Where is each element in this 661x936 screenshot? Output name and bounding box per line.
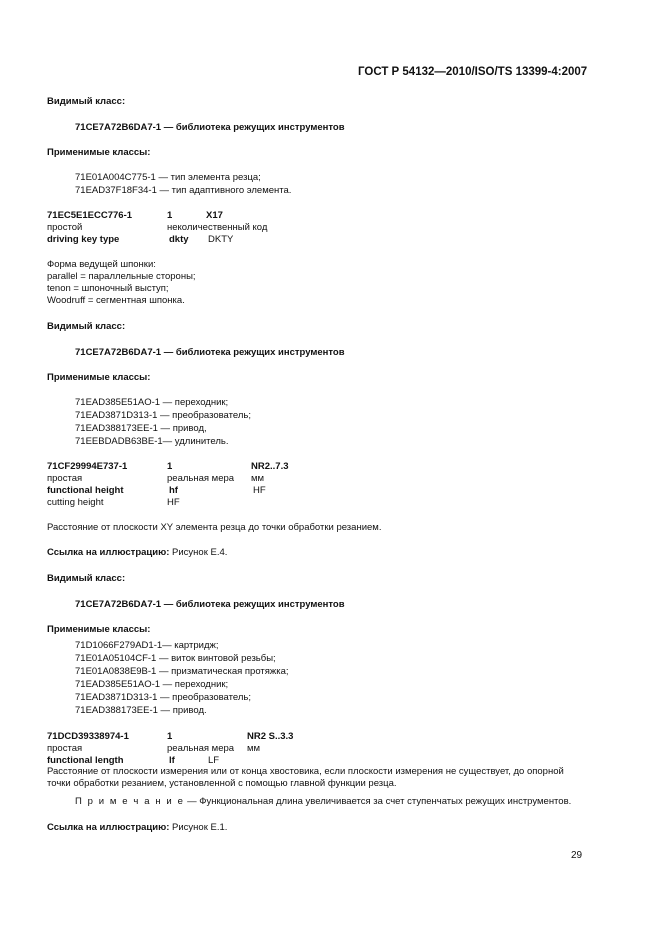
property-symbol: hf <box>169 485 178 496</box>
property-format: NR2..7.3 <box>251 461 289 472</box>
property-code: 71CF29994E737-1 <box>47 461 128 472</box>
description-line: parallel = параллельные стороны; <box>47 271 196 282</box>
applicable-class-item: 71EAD385E51AO-1 — переходник; <box>75 679 229 690</box>
property-number: 1 <box>167 461 173 472</box>
applicable-classes-label: Применимые классы: <box>47 147 151 158</box>
property-symbol: lf <box>169 755 175 766</box>
figure-reference <box>47 547 227 559</box>
description-line: Форма ведущей шпонки: <box>47 259 156 270</box>
figure-reference-value: Рисунок Е.1. <box>169 822 228 833</box>
property-symbol-upper: HF <box>253 485 266 496</box>
property-symbol-upper: LF <box>208 755 220 766</box>
property-symbol-upper: DKTY <box>208 234 234 245</box>
property-code: 71DCD39338974-1 <box>47 731 129 742</box>
property-unit: неколичественный код <box>167 222 268 233</box>
property-format: X17 <box>206 210 223 221</box>
applicable-class-item: 71EEBDADB63BE-1— удлинитель. <box>75 436 229 447</box>
applicable-class-item: 71E01A0838E9B-1 — призматическая протяжка; <box>75 666 289 677</box>
property-code: 71EC5E1ECC776-1 <box>47 210 133 221</box>
applicable-class-item: 71D1066F279AD1-1— картридж; <box>75 640 219 651</box>
property-number: 1 <box>167 731 173 742</box>
note-label: П р и м е ч а н и е <box>75 796 185 807</box>
applicable-classes-label: Применимые классы: <box>47 372 151 383</box>
property-type: простой <box>47 222 83 233</box>
property-measure: реальная мера <box>167 743 235 754</box>
applicable-class-item: 71E01A05104CF-1 — виток винтовой резьбы; <box>75 653 276 664</box>
applicable-class-item: 71EAD3871D313-1 — преобразователь; <box>75 692 251 703</box>
property-unit: мм <box>247 743 261 754</box>
visible-class-label: Видимый класс: <box>47 96 126 107</box>
property-number: 1 <box>167 210 173 221</box>
property-type: простая <box>47 473 83 484</box>
description-text: Расстояние от плоскости измерения или от конца хвостовика, если плоскости измерения не существует, до опорной точки обработки резанием, установленной с помощью главной функции резца. <box>47 766 564 789</box>
property-name-en: functional length <box>47 755 124 766</box>
applicable-classes-label: Применимые классы: <box>47 624 151 635</box>
property-name-en: functional height <box>47 485 124 496</box>
note-text: — Функциональная длина увеличивается за счет ступенчатых режущих инструментов. <box>184 796 572 807</box>
description-line: tenon = шпоночный выступ; <box>47 283 169 294</box>
figure-reference <box>47 822 227 834</box>
applicable-class-item: 71EAD388173EE-1 — привод. <box>75 705 207 716</box>
visible-class-label: Видимый класс: <box>47 573 126 584</box>
property-unit: мм <box>251 473 265 484</box>
property-symbol: dkty <box>169 234 189 245</box>
page-number: 29 <box>571 850 583 861</box>
applicable-class-item: 71EAD388173EE-1 — привод, <box>75 423 207 434</box>
document-header: ГОСТ Р 54132—2010/ISO/TS 13399-4:2007 <box>358 66 588 78</box>
note <box>75 796 571 808</box>
figure-reference-label: Ссылка на иллюстрацию: <box>47 547 170 558</box>
applicable-class-item: 71EAD385E51AO-1 — переходник; <box>75 397 229 408</box>
visible-class-value: 71CE7A72B6DA7-1 — библиотека режущих инструментов <box>75 599 345 610</box>
property-alt-name: cutting height <box>47 497 104 508</box>
visible-class-value: 71CE7A72B6DA7-1 — библиотека режущих инструментов <box>75 347 345 358</box>
property-measure: реальная мера <box>167 473 235 484</box>
property-format: NR2 S..3.3 <box>247 731 294 742</box>
applicable-class-item: 71EAD37F18F34-1 — тип адаптивного элемента. <box>75 185 292 196</box>
visible-class-value: 71CE7A72B6DA7-1 — библиотека режущих инструментов <box>75 122 345 133</box>
figure-reference-value: Рисунок Е.4. <box>169 547 228 558</box>
property-name-en: driving key type <box>47 234 120 245</box>
visible-class-label: Видимый класс: <box>47 321 126 332</box>
applicable-class-item: 71EAD3871D313-1 — преобразователь; <box>75 410 251 421</box>
property-alt-symbol: HF <box>167 497 180 508</box>
property-type: простая <box>47 743 83 754</box>
figure-reference-label: Ссылка на иллюстрацию: <box>47 822 170 833</box>
description-line: Woodruff = сегментная шпонка. <box>47 295 185 306</box>
applicable-class-item: 71E01A004C775-1 — тип элемента резца; <box>75 172 261 183</box>
description-text: Расстояние от плоскости XY элемента резца до точки обработки резанием. <box>47 522 382 533</box>
